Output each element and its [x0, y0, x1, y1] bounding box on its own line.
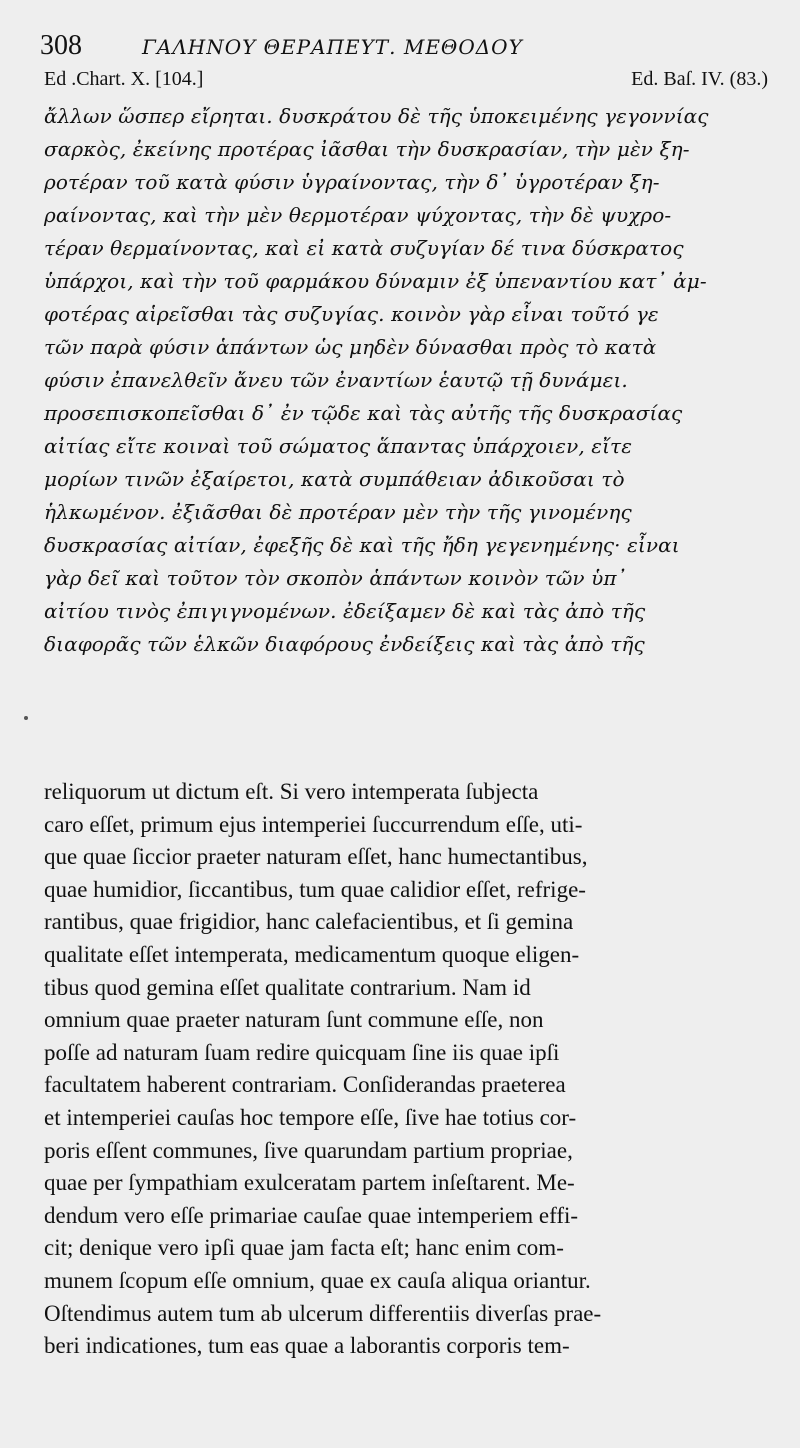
latin-line: rantibus, quae frigidior, hanc calefacientibus, et ſi gemina [44, 909, 574, 935]
latin-line: et intemperiei cauſas hoc tempore eſſe, ſive hae totius cor- [44, 1104, 577, 1130]
latin-line: qualitate eſſet intemperata, medicamentum quoque eligen- [44, 941, 580, 967]
greek-line: ραίνοντας, καὶ τὴν μὲν θερμοτέραν ψύχοντας, τὴν δὲ ψυχρο- [44, 203, 672, 227]
running-title: ΓΑΛΗΝΟΥ ΘΕΡΑΠΕΥΤ. ΜΕΘΟΔΟΥ [142, 35, 523, 59]
greek-line: ὑπάρχοι, καὶ τὴν τοῦ φαρμάκου δύναμιν ἐξ ὑπεναντίου κατ᾽ ἀμ- [44, 269, 707, 293]
greek-line: αἰτίου τινὸς ἐπιγιγνομένων. ἐδείξαμεν δὲ καὶ τὰς ἀπὸ τῆς [44, 599, 646, 623]
latin-line: quae per ſympathiam exulceratam partem inſeſtarent. Me- [44, 1170, 575, 1196]
greek-line: μορίων τινῶν ἐξαίρετοι, κατὰ συμπάθειαν ἀδικοῦσαι τὸ [44, 467, 625, 491]
latin-line: omnium quae praeter naturam ſunt commune eſſe, non [44, 1007, 544, 1033]
greek-text-block [44, 100, 768, 661]
greek-line: αἰτίας εἴτε κοιναὶ τοῦ σώματος ἅπαντας ὑπάρχοιεν, εἴτε [44, 434, 633, 458]
page-number: 308 [40, 30, 82, 61]
latin-line: cit; denique vero ipſi quae jam facta eſt; hanc enim com- [44, 1235, 564, 1261]
greek-line: ροτέραν τοῦ κατὰ φύσιν ὑγραίνοντας, τὴν δ᾽ ὑγροτέραν ξη- [44, 170, 660, 194]
latin-line: que quae ſiccior praeter naturam eſſet, hanc humectantibus, [44, 844, 588, 870]
latin-line: tibus quod gemina eſſet qualitate contrarium. Nam id [44, 974, 531, 1000]
print-speck [24, 716, 28, 720]
latin-line: dendum vero eſſe primariae cauſae quae intemperiem effi- [44, 1202, 579, 1228]
edition-reference-left: Ed .Chart. X. [104.] [44, 68, 204, 90]
latin-line: poris eſſent communes, ſive quarundam partium propriae, [44, 1137, 573, 1163]
greek-line: φοτέρας αἱρεῖσθαι τὰς συζυγίας. κοινὸν γὰρ εἶναι τοῦτό γε [44, 302, 659, 326]
latin-line: caro eſſet, primum ejus intemperiei ſuccurrendum eſſe, uti- [44, 811, 583, 837]
latin-line: reliquorum ut dictum eſt. Si vero intemperata ſubjecta [44, 779, 539, 804]
latin-line: Oſtendimus autem tum ab ulcerum differentiis diverſas prae- [44, 1300, 602, 1326]
latin-line: beri indicationes, tum eas quae a laborantis corporis tem- [44, 1333, 570, 1359]
greek-line: σαρκὸς, ἐκείνης προτέρας ἰᾶσθαι τὴν δυσκρασίαν, τὴν μὲν ξη- [44, 137, 690, 161]
greek-line: τῶν παρὰ φύσιν ἁπάντων ὡς μηδὲν δύνασθαι πρὸς τὸ κατὰ [44, 335, 657, 359]
page-header [40, 30, 770, 64]
greek-line: ἄλλων ὥσπερ εἴρηται. δυσκράτου δὲ τῆς ὑποκειμένης γεγοννίας [44, 104, 709, 128]
latin-line: facultatem haberent contrariam. Conſiderandas praeterea [44, 1072, 566, 1098]
edition-references [44, 68, 768, 98]
greek-line: ἡλκωμένον. ἐξιᾶσθαι δὲ προτέραν μὲν τὴν τῆς γινομένης [44, 500, 632, 524]
greek-line: προσεπισκοπεῖσθαι δ᾽ ἐν τῷδε καὶ τὰς αὐτῆς τῆς δυσκρασίας [44, 401, 683, 425]
latin-line: munem ſcopum eſſe omnium, quae ex cauſa aliqua oriantur. [44, 1267, 591, 1293]
greek-line: φύσιν ἐπανελθεῖν ἄνευ τῶν ἐναντίων ἑαυτῷ τῇ δυνάμει. [44, 368, 628, 392]
greek-line: τέραν θερμαίνοντας, καὶ εἰ κατὰ συζυγίαν δέ τινα δύσκρατος [44, 236, 684, 260]
latin-text-block [44, 776, 768, 1363]
greek-line: διαφορᾶς τῶν ἑλκῶν διαφόρους ἐνδείξεις καὶ τὰς ἀπὸ τῆς [44, 632, 645, 656]
edition-reference-right: Ed. Baſ. IV. (83.) [631, 68, 768, 90]
greek-line: γὰρ δεῖ καὶ τοῦτον τὸν σκοπὸν ἁπάντων κοινὸν τῶν ὑπ᾽ [44, 566, 627, 590]
latin-line: quae humidior, ſiccantibus, tum quae calidior eſſet, refrige- [44, 876, 586, 902]
latin-line: poſſe ad naturam ſuam redire quicquam ſine iis quae ipſi [44, 1039, 560, 1065]
greek-line: δυσκρασίας αἰτίαν, ἐφεξῆς δὲ καὶ τῆς ἤδη γεγενημένης· εἶναι [44, 533, 680, 557]
